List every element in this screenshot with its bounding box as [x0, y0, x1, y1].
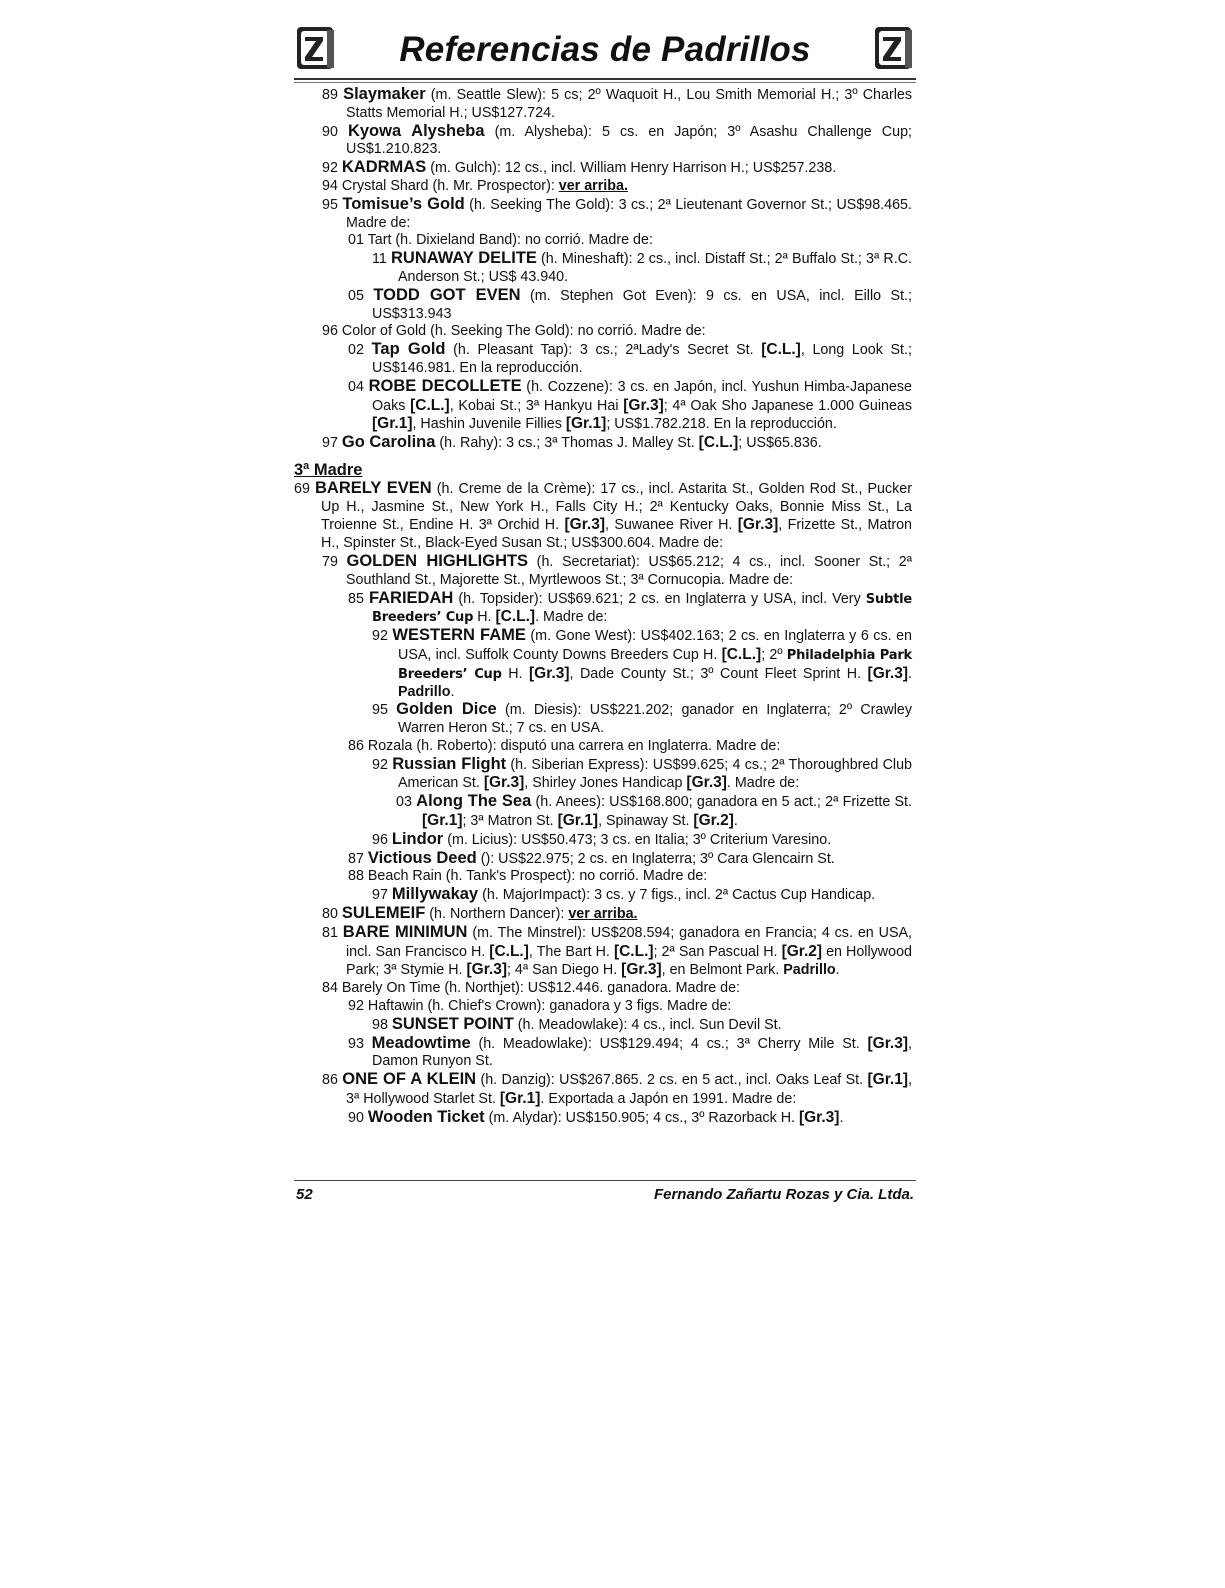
entry-year: 88: [348, 868, 364, 885]
grade-badge: [Gr.3]: [466, 961, 507, 979]
grade-badge: [Gr.3]: [621, 961, 662, 979]
page-header: [294, 18, 916, 78]
entry-text: . Exportada a Japón en 1991. Madre de:: [540, 1091, 797, 1108]
entry-year: 87: [348, 850, 364, 867]
entry-text: (h. Meadowlake): 4 cs., incl. Sun Devil St.: [513, 1016, 782, 1033]
pedigree-entry: [294, 553, 916, 590]
entry-year: 89: [322, 87, 338, 103]
race-name: Philadelphia Park Breeders’ Cup: [398, 647, 913, 682]
pedigree-entry: [294, 232, 916, 250]
entry-text: Barely On Time (h. Northjet): US$12.446. ganadora. Madre de:: [337, 980, 741, 997]
entry-text: ; US$1.782.218. En la reproducción.: [606, 416, 837, 433]
grade-badge: [C.L.]: [489, 942, 529, 960]
pedigree-entry: [294, 1035, 916, 1072]
entry-text: , Frizette St., Matron H., Spinster St., Black-Eyed Susan St.; US$300.604. Madre de:: [321, 517, 912, 552]
entry-text: .: [733, 813, 738, 830]
entry-text: (m. Alysheba): 5 cs. en Japón; 3º Asashu Challenge Cup; US$1.210.823.: [346, 123, 912, 158]
entry-text: (h. Rahy): 3 cs.; 3ª Thomas J. Malley St.: [435, 435, 699, 452]
entry-text: (h. Topsider): US$69.621; 2 cs. en Inglaterra y USA, incl. Very: [453, 590, 866, 607]
entry-text: (m. Gulch): 12 cs., incl. William Henry Harrison H.; US$257.238.: [426, 160, 837, 177]
grade-badge: [Gr.1]: [565, 415, 607, 433]
entry-text: . Madre de:: [535, 609, 608, 626]
stallion-label: Padrillo: [783, 962, 836, 979]
grade-badge: [Gr.3]: [686, 774, 727, 792]
horse-name: Tap Gold: [371, 340, 446, 359]
header-rule: [294, 78, 916, 80]
entry-year: 97: [322, 435, 338, 452]
entry-year: 84: [322, 980, 338, 997]
grade-badge: [C.L.]: [613, 942, 654, 960]
entry-year: 11: [372, 251, 387, 268]
entry-text: (): US$22.975; 2 cs. en Inglaterra; 3º Cara Glencairn St.: [476, 850, 835, 867]
horse-name: SUNSET POINT: [391, 1014, 514, 1033]
entry-year: 96: [322, 323, 338, 340]
grade-badge: [Gr.3]: [867, 1034, 908, 1052]
pedigree-entry: [294, 980, 916, 998]
entry-text: (h. Creme de la Crème): 17 cs., incl. Astarita St., Golden Rod St., Pucker Up H., Jasmine St., New York H., Falls City H.; 2ª Kentucky Oaks, Bonnie Miss St., La Troienne St., Endine H. 3ª Orchid H.: [321, 480, 912, 534]
entry-text: , Shirley Jones Handicap: [524, 775, 687, 792]
pedigree-entry: [294, 793, 916, 831]
horse-name: SULEMEIF: [341, 904, 426, 923]
entry-text: , Kobai St.; 3ª Hankyu Hai: [449, 397, 624, 414]
horse-name: Along The Sea: [416, 792, 532, 811]
entry-text: (h. Secretariat): US$65.212; 4 cs., incl. Sooner St.; 2ª Southland St., Majorette St., Myrtlewoos St.; 3ª Cornucopia. Madre de:: [346, 553, 912, 588]
entry-year: 04: [348, 378, 364, 395]
pedigree-entry: [294, 590, 916, 628]
pedigree-entry: [294, 196, 916, 233]
pedigree-entry: [294, 701, 916, 738]
entry-text: (h. Siberian Express): US$99.625; 4 cs.; 2ª Thoroughbred Club American St.: [398, 756, 912, 792]
entry-text: Beach Rain (h. Tank's Prospect): no corrió. Madre de:: [363, 868, 708, 885]
entry-text: (m. Licius): US$50.473; 3 cs. en Italia; 3º Criterium Varesino.: [443, 831, 832, 848]
stallion-label: Padrillo: [398, 683, 451, 700]
horse-name: KADRMAS: [341, 158, 427, 177]
entry-text: , Suwanee River H.: [604, 517, 738, 534]
entry-text: , Dade County St.; 3º Count Fleet Sprint H.: [569, 665, 868, 682]
pedigree-entry: [294, 178, 916, 196]
entry-text: en Hollywood Park; 3ª Stymie H.: [346, 943, 912, 979]
horse-name: Golden Dice: [396, 700, 497, 719]
page-number: 52: [296, 1186, 313, 1203]
horse-name: Millywakay: [391, 885, 479, 904]
grade-badge: [Gr.1]: [557, 812, 599, 830]
horse-name: BARE MINIMUN: [342, 922, 468, 941]
horse-name: Victious Deed: [367, 848, 477, 867]
page-footer: [294, 1180, 916, 1203]
cross-reference-link[interactable]: ver arriba.: [568, 906, 638, 923]
horse-name: Kyowa Alysheba: [347, 121, 485, 140]
horse-name: RUNAWAY DELITE: [390, 249, 537, 268]
grade-badge: [Gr.3]: [529, 664, 570, 682]
pedigree-entry: [294, 998, 916, 1016]
pedigree-entry: [294, 831, 916, 850]
entry-year: 05: [348, 287, 364, 304]
entry-text: (h. MajorImpact): 3 cs. y 7 figs., incl. 2ª Cactus Cup Handicap.: [478, 887, 876, 904]
horse-name: Tomisue’s Gold: [342, 194, 465, 213]
entry-text: .: [835, 962, 840, 979]
entry-text: (m. Diesis): US$221.202; ganador en Inglaterra; 2º Crawley Warren Heron St.; 7 cs. en USA.: [398, 702, 912, 737]
entry-year: 92: [322, 160, 338, 177]
pedigree-entry: [294, 905, 916, 924]
entry-text: ; 2º: [761, 646, 787, 663]
entry-text: H.: [501, 665, 529, 682]
entry-text: , Hashin Juvenile Fillies: [412, 416, 566, 433]
entry-text: ; US$65.836.: [738, 435, 822, 452]
grade-badge: [Gr.1]: [372, 415, 413, 433]
horse-name: Russian Flight: [392, 754, 507, 773]
grade-badge: [Gr.3]: [623, 396, 664, 414]
document-page: [294, 18, 916, 1203]
entry-text: , 3ª Hollywood Starlet St.: [346, 1072, 912, 1108]
grade-badge: [C.L.]: [721, 645, 762, 663]
entry-year: 95: [322, 196, 338, 213]
entry-text: H.: [477, 609, 492, 626]
entry-text: Color of Gold (h. Seeking The Gold): no corrió. Madre de:: [337, 323, 706, 340]
publisher-name: Fernando Zañartu Rozas y Cia. Ltda.: [653, 1186, 914, 1203]
pedigree-entry: [294, 850, 916, 869]
entry-year: 02: [348, 342, 364, 359]
horse-name: GOLDEN HIGHLIGHTS: [346, 551, 529, 570]
grade-badge: [Gr.1]: [499, 1090, 541, 1108]
entry-text: , Long Look St.; US$146.981. En la reproducción.: [372, 342, 912, 376]
grade-badge: [Gr.3]: [483, 774, 525, 792]
entry-year: 85: [348, 590, 364, 607]
entry-text: (h. Mineshaft): 2 cs., incl. Distaff St.; 2ª Buffalo St.; 3ª R.C. Anderson St.; US$ 43.940.: [398, 251, 912, 285]
entry-text: (h. Pleasant Tap): 3 cs.; 2ªLady's Secret St.: [445, 342, 762, 359]
entry-text: . Madre de:: [726, 775, 800, 792]
grade-badge: [Gr.3]: [867, 664, 909, 682]
horse-name: TODD GOT EVEN: [373, 285, 521, 304]
grade-badge: [Gr.3]: [737, 516, 779, 534]
entry-year: 79: [322, 553, 338, 570]
entry-text: ; 4ª San Diego H.: [506, 962, 622, 979]
cross-reference-link[interactable]: ver arriba.: [558, 177, 628, 194]
entry-year: 81: [322, 924, 338, 941]
horse-name: BARELY EVEN: [315, 478, 432, 497]
pedigree-entry: [294, 287, 916, 324]
entry-year: 86: [322, 1072, 338, 1089]
horse-name: ONE OF A KLEIN: [342, 1070, 477, 1089]
grade-badge: [Gr.3]: [798, 1108, 840, 1126]
entry-year: 80: [322, 906, 338, 923]
entry-year: 93: [348, 1035, 364, 1052]
grade-badge: [Gr.2]: [781, 942, 823, 960]
entry-text: Rozala (h. Roberto): disputó una carrera en Inglaterra. Madre de:: [363, 737, 781, 754]
entry-text: (m. Stephen Got Even): 9 cs. en USA, incl. Eillo St.; US$313.943: [372, 287, 912, 322]
entry-text: (m. Gone West): US$402.163; 2 cs. en Inglaterra y 6 cs. en USA, incl. Suffolk County Downs Breeders Cup H.: [398, 628, 912, 663]
entry-year: 86: [348, 737, 364, 754]
entry-year: 94: [322, 177, 338, 194]
entry-text: (m. Seattle Slew): 5 cs; 2º Waquoit H., Lou Smith Memorial H.; 3º Charles Statts Memorial H.; US$127.724.: [346, 87, 912, 121]
grade-badge: [Gr.3]: [564, 516, 605, 534]
entry-text: (h. Anees): US$168.800; ganadora en 5 act.; 2ª Frizette St.: [531, 794, 912, 811]
entry-year: 97: [372, 887, 388, 904]
grade-badge: [C.L.]: [761, 341, 801, 359]
pedigree-entry: [294, 86, 916, 123]
entry-text: .: [908, 665, 912, 682]
entry-text: .: [450, 683, 455, 700]
entry-text: (h. Seeking The Gold): 3 cs.; 2ª Lieutenant Governor St.; US$98.465. Madre de:: [346, 196, 912, 231]
grade-badge: [C.L.]: [410, 396, 450, 414]
pedigree-entry: [294, 627, 916, 701]
entry-year: 69: [294, 480, 310, 497]
entry-year: 03: [396, 794, 412, 811]
pedigree-entry: [294, 378, 916, 434]
entry-year: 90: [322, 123, 338, 140]
entry-text: (m. Alydar): US$150.905; 4 cs., 3º Razorback H.: [484, 1109, 799, 1126]
horse-name: Meadowtime: [371, 1033, 471, 1052]
horse-name: Lindor: [391, 829, 444, 848]
pedigree-entry: [294, 868, 916, 886]
horse-name: Wooden Ticket: [367, 1107, 485, 1126]
entry-text: ; 3ª Matron St.: [462, 813, 558, 830]
entry-year: 95: [372, 702, 388, 719]
entry-text: .: [839, 1109, 844, 1126]
entry-text: ; 2ª San Pascual H.: [653, 943, 782, 960]
pedigree-entry: [294, 434, 916, 453]
entry-text: , Spinaway St.: [598, 813, 694, 830]
pedigree-entry: [294, 1071, 916, 1109]
entry-text: (h. Meadowlake): US$129.494; 4 cs.; 3ª Cherry Mile St.: [470, 1035, 868, 1052]
brand-logo-icon: [872, 24, 916, 72]
page-title: Referencias de Padrillos: [399, 30, 811, 69]
horse-name: ROBE DECOLLETE: [368, 376, 522, 395]
pedigree-list: [294, 86, 916, 1128]
entry-year: 96: [372, 831, 388, 848]
entry-text: Tart (h. Dixieland Band): no corrió. Madre de:: [363, 232, 653, 249]
entry-text: , Damon Runyon St.: [372, 1035, 912, 1070]
entry-text: (h. Northern Dancer):: [425, 906, 569, 923]
grade-badge: [Gr.1]: [422, 812, 463, 830]
entry-text: , en Belmont Park.: [661, 962, 784, 979]
grade-badge: [Gr.2]: [693, 812, 734, 830]
header-rule-thin: [294, 82, 916, 83]
entry-year: 90: [348, 1109, 364, 1126]
pedigree-entry: [294, 341, 916, 378]
entry-year: 01: [348, 232, 364, 249]
entry-year: 92: [372, 756, 388, 773]
grade-badge: [C.L.]: [495, 608, 536, 626]
pedigree-entry: [294, 756, 916, 794]
pedigree-entry: [294, 1109, 916, 1128]
entry-text: (h. Danzig): US$267.865. 2 cs. en 5 act., incl. Oaks Leaf St.: [476, 1072, 868, 1089]
entry-text: , The Bart H.: [528, 943, 614, 960]
pedigree-entry: [294, 123, 916, 160]
grade-badge: [C.L.]: [698, 434, 739, 452]
horse-name: Go Carolina: [341, 433, 436, 452]
pedigree-entry: [294, 738, 916, 756]
pedigree-entry: [294, 159, 916, 178]
entry-year: 92: [372, 628, 388, 645]
entry-text: (h. Cozzene): 3 cs. en Japón, incl. Yushun Himba-Japanese Oaks: [372, 378, 912, 414]
pedigree-entry: [294, 250, 916, 287]
entry-text: Crystal Shard (h. Mr. Prospector):: [337, 177, 559, 194]
entry-year: 98: [372, 1016, 388, 1033]
pedigree-entry: [294, 924, 916, 980]
pedigree-entry: [294, 1016, 916, 1035]
section-heading: 3ª Madre: [294, 460, 363, 479]
entry-text: ; 4ª Oak Sho Japanese 1.000 Guineas: [663, 397, 913, 414]
horse-name: WESTERN FAME: [392, 626, 526, 645]
entry-year: 92: [348, 998, 364, 1015]
entry-text: Haftawin (h. Chief's Crown): ganadora y 3 figs. Madre de:: [363, 998, 732, 1015]
horse-name: FARIEDAH: [368, 588, 454, 607]
pedigree-entry: [294, 886, 916, 905]
entry-text: (m. The Minstrel): US$208.594; ganadora en Francia; 4 cs. en USA, incl. San Francisco H.: [346, 924, 912, 960]
pedigree-entry: [294, 323, 916, 341]
pedigree-entry: [294, 480, 916, 553]
horse-name: Slaymaker: [343, 85, 426, 103]
grade-badge: [Gr.1]: [867, 1071, 908, 1089]
race-name: Subtle Breeders’ Cup: [372, 591, 912, 626]
